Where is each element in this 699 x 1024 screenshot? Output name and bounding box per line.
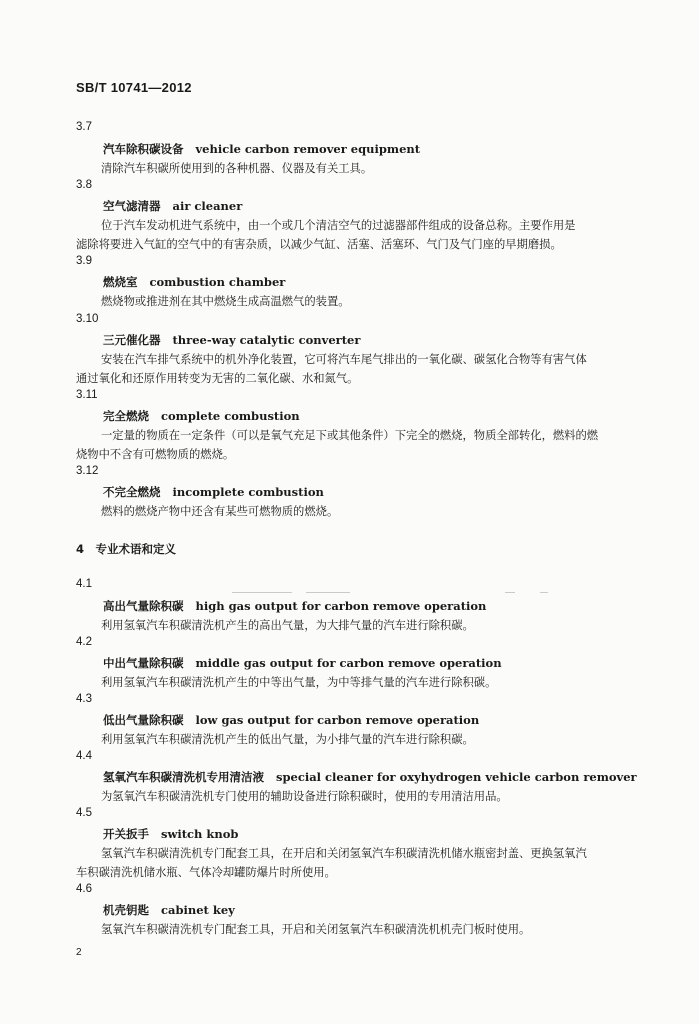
definition-line: 清除汽车积碳所使用到的各种机器、仪器及有关工具。 xyxy=(101,162,373,175)
term-en: cabinet key xyxy=(161,903,235,917)
term-en: special cleaner for oxyhydrogen vehicle carbon remover xyxy=(276,770,637,784)
clause-number: 4.4 xyxy=(76,750,92,762)
definition-line: 燃烧物或推进剂在其中燃烧生成高温燃气的装置。 xyxy=(101,295,350,308)
term-zh: 开关扳手 xyxy=(103,827,149,841)
term-zh: 燃烧室 xyxy=(103,275,138,289)
definition-line: 通过氧化和还原作用转变为无害的二氧化碳、水和氮气。 xyxy=(76,372,359,385)
definition-line: 为氢氧汽车积碳清洗机专门使用的辅助设备进行除积碳时，使用的专用清洁用品。 xyxy=(101,790,508,803)
term-zh: 氢氧汽车积碳清洗机专用清洁液 xyxy=(103,770,264,784)
definition-line: 氢氧汽车积碳清洗机专门配套工具，开启和关闭氢氧汽车积碳清洗机机壳门板时使用。 xyxy=(101,923,531,936)
definition-line: 烧物中不含有可燃物质的燃烧。 xyxy=(76,448,235,461)
scan-artifact xyxy=(232,592,292,593)
term-zh: 高出气量除积碳 xyxy=(103,599,184,613)
scan-artifact xyxy=(540,592,548,593)
definition-line: 利用氢氧汽车积碳清洗机产生的高出气量，为大排气量的汽车进行除积碳。 xyxy=(101,619,474,632)
term-en: combustion chamber xyxy=(149,275,286,289)
clause-number: 3.8 xyxy=(76,179,92,191)
definition-line: 车积碳清洗机储水瓶、气体冷却罐防爆片时所使用。 xyxy=(76,866,336,879)
term-heading xyxy=(103,141,420,157)
standard-number: SB/T 10741—2012 xyxy=(76,80,192,95)
term-zh: 汽车除积碳设备 xyxy=(103,142,184,156)
definition-line: 位于汽车发动机进气系统中，由一个或几个清洁空气的过滤器部件组成的设备总称。主要作用是 xyxy=(101,219,576,232)
term-en: complete combustion xyxy=(161,409,300,423)
term-en: air cleaner xyxy=(172,199,243,213)
clause-number: 3.11 xyxy=(76,389,98,401)
term-en: middle gas output for carbon remove operation xyxy=(195,656,502,670)
clause-number: 3.12 xyxy=(76,465,99,477)
term-zh: 三元催化器 xyxy=(103,333,161,347)
term-en: incomplete combustion xyxy=(172,485,324,499)
term-zh: 不完全燃烧 xyxy=(103,485,161,499)
term-heading xyxy=(103,598,486,614)
term-heading xyxy=(103,484,324,500)
scan-artifact xyxy=(306,592,350,593)
term-heading xyxy=(103,655,502,671)
term-heading xyxy=(103,408,300,424)
clause-number: 4.6 xyxy=(76,883,92,895)
definition-line: 氢氧汽车积碳清洗机专门配套工具，在开启和关闭氢氧汽车积碳清洗机储水瓶密封盖、更换氢氧汽 xyxy=(101,847,587,860)
term-heading xyxy=(103,198,242,214)
term-en: vehicle carbon remover equipment xyxy=(195,142,421,156)
clause-number: 4.5 xyxy=(76,807,92,819)
term-en: low gas output for carbon remove operation xyxy=(195,713,480,727)
term-zh: 低出气量除积碳 xyxy=(103,713,184,727)
term-en: switch knob xyxy=(161,827,239,841)
term-heading xyxy=(103,769,637,785)
term-en: high gas output for carbon remove operation xyxy=(195,599,487,613)
scan-artifact xyxy=(505,592,515,593)
term-en: three-way catalytic converter xyxy=(172,333,361,347)
term-zh: 空气滤清器 xyxy=(103,199,161,213)
term-heading xyxy=(103,826,238,842)
definition-line: 滤除将要进入气缸的空气中的有害杂质，以减少气缸、活塞、活塞环、气门及气门座的早期磨损。 xyxy=(76,238,562,251)
term-zh: 机壳钥匙 xyxy=(103,903,149,917)
clause-number: 4.1 xyxy=(76,578,92,590)
definition-line: 利用氢氧汽车积碳清洗机产生的中等出气量，为中等排气量的汽车进行除积碳。 xyxy=(101,676,497,689)
section-heading: 4 专业术语和定义 xyxy=(76,542,177,556)
term-heading xyxy=(103,274,285,290)
page-number: 2 xyxy=(76,947,82,958)
term-heading xyxy=(103,902,235,918)
clause-number: 3.10 xyxy=(76,313,99,325)
term-zh: 中出气量除积碳 xyxy=(103,656,184,670)
clause-number: 4.2 xyxy=(76,636,92,648)
clause-number: 4.3 xyxy=(76,693,92,705)
definition-line: 利用氢氧汽车积碳清洗机产生的低出气量，为小排气量的汽车进行除积碳。 xyxy=(101,733,474,746)
definition-line: 燃料的燃烧产物中还含有某些可燃物质的燃烧。 xyxy=(101,505,339,518)
definition-line: 一定量的物质在一定条件（可以是氧气充足下或其他条件）下完全的燃烧，物质全部转化，燃料的燃 xyxy=(101,429,599,442)
term-heading xyxy=(103,332,360,348)
clause-number: 3.7 xyxy=(76,121,92,133)
definition-line: 安装在汽车排气系统中的机外净化装置，它可将汽车尾气排出的一氧化碳、碳氢化合物等有害气体 xyxy=(101,353,587,366)
term-heading xyxy=(103,712,479,728)
clause-number: 3.9 xyxy=(76,255,92,267)
term-zh: 完全燃烧 xyxy=(103,409,149,423)
